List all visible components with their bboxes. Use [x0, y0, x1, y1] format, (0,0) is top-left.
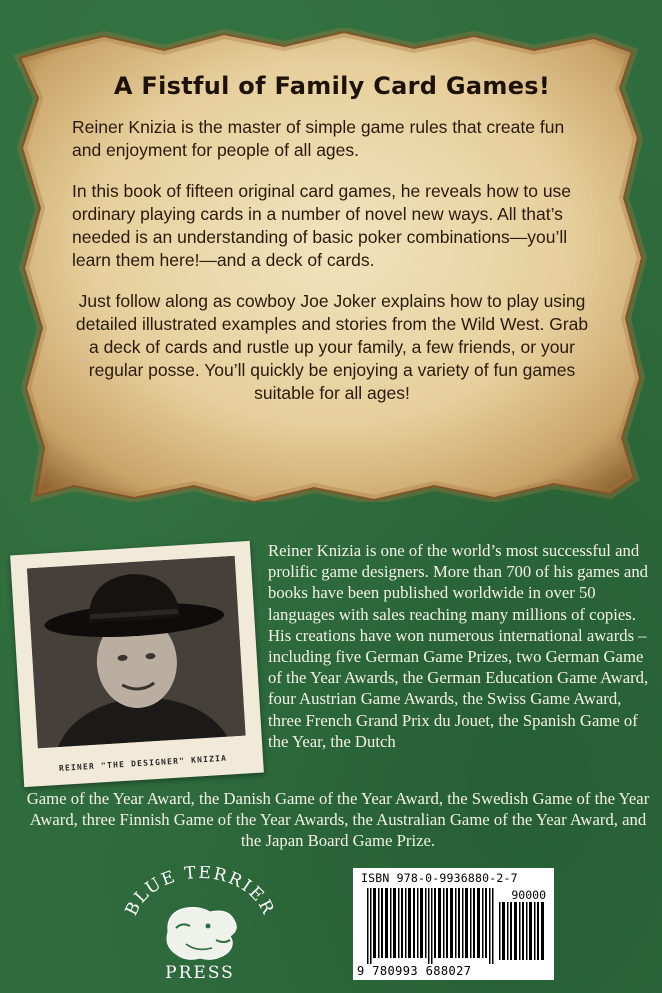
barcode-bars: [367, 888, 495, 964]
svg-text:PRESS: PRESS: [165, 963, 235, 983]
blurb-paragraph-1: Reiner Knizia is the master of simple game rules that create fun and enjoyment for people of all ages.: [72, 117, 565, 160]
terrier-dog-head-icon: [116, 866, 284, 986]
isbn-number: ISBN 978-0-9936880-2-7: [361, 871, 518, 885]
parchment-panel: [14, 28, 650, 502]
publisher-logo: [116, 866, 284, 986]
price-code: 90000: [511, 888, 546, 902]
blurb-paragraph-3: Just follow along as cowboy Joe Joker explains how to play using detailed illustrated examples and stories from the Wild West. Grab a deck of cards and rustle up your family, a few friends, or your regular posse. You’ll quickly be enjoying a variety of fun games suitable for all ages!: [75, 291, 589, 403]
price-addon-bars: [499, 902, 547, 960]
ean-number: 9 780993 688027: [357, 964, 472, 978]
author-photo: [10, 541, 264, 787]
isbn-barcode: [353, 868, 554, 980]
author-portrait-image: [27, 556, 246, 748]
cowboy-portrait-icon: [27, 556, 246, 748]
blurb-paragraph-2: In this book of fifteen original card games, he reveals how to use ordinary playing cards in a number of novel new ways. All that’s needed is an understanding of basic poker combinations—you’ll learn them here!—and a deck of cards.: [72, 181, 572, 270]
svg-text:BLUE TERRIER: BLUE TERRIER: [121, 866, 279, 919]
photo-caption: REINER "THE DESIGNER" KNIZIA: [58, 753, 228, 773]
back-cover-headline: A Fistful of Family Card Games!: [113, 72, 551, 100]
author-bio-part-1: Reiner Knizia is one of the world’s most successful and prolific game designers. More than 700 of his games and books have been published worldwide in over 50 languages with sales reaching many millions of copies. His creations have won numerous international awards – including five German Game Prizes, two German Game of the Year Awards, the German Education Game Award, four Austrian Game Awards, the Swiss Game Award, three French Grand Prix du Jouet, the Spanish Game of the Year, the Dutch: [268, 541, 649, 751]
author-bio-part-2: Game of the Year Award, the Danish Game of the Year Award, the Swedish Game of the Year Award, three Finnish Game of the Year Awards, the Australian Game of the Year Award, and the Japan Board Game Prize.: [26, 789, 650, 851]
